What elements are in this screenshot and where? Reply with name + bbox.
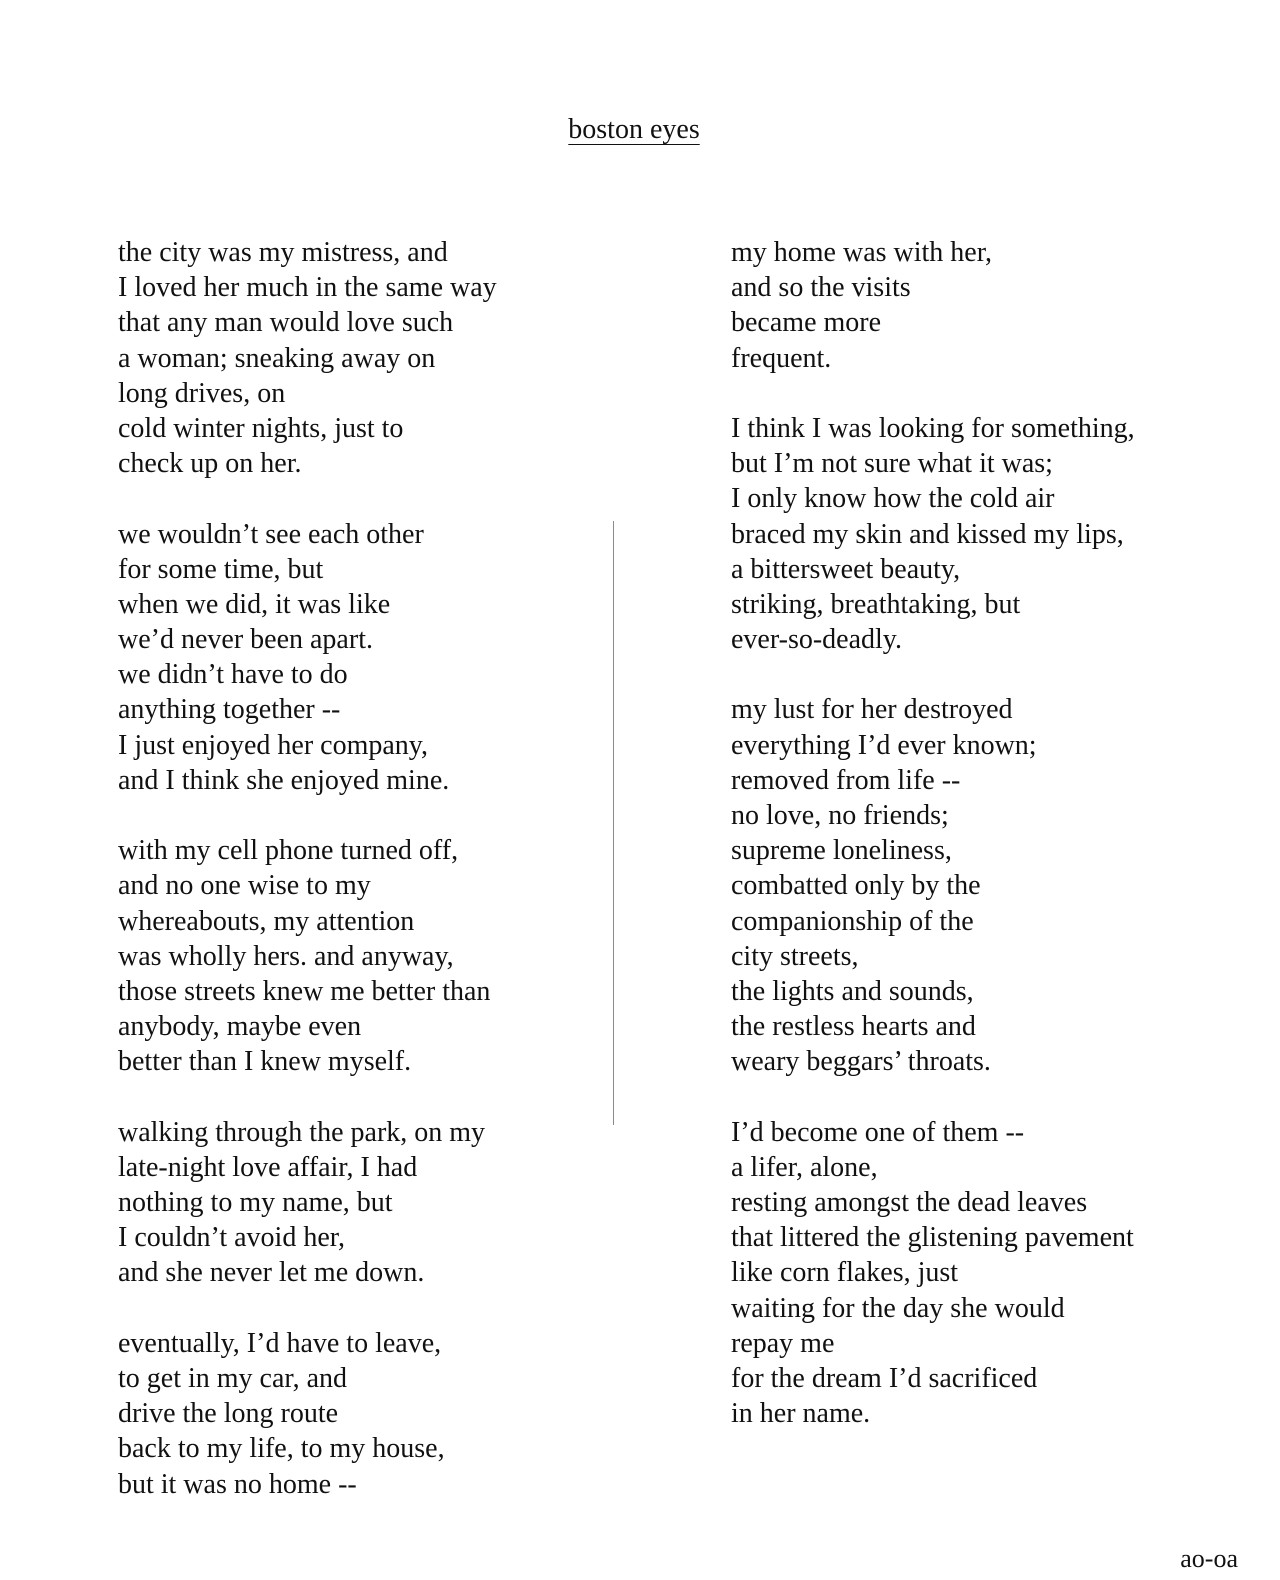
poem-line: was wholly hers. and anyway, — [118, 940, 454, 972]
poem-line: better than I knew myself. — [118, 1046, 412, 1078]
poem-line: we’d never been apart. — [118, 624, 373, 656]
poem-line: waiting for the day she would — [731, 1292, 1065, 1324]
stanza — [118, 1115, 497, 1291]
poem-line: removed from life -- — [731, 764, 961, 796]
right-column — [731, 235, 1135, 1467]
poem-line: but it was no home -- — [118, 1468, 357, 1500]
poem-line: check up on her. — [118, 448, 302, 480]
poem-line: a lifer, alone, — [731, 1151, 878, 1183]
poem-line: whereabouts, my attention — [118, 905, 415, 937]
poem-line: nothing to my name, but — [118, 1187, 393, 1219]
stanza — [731, 1115, 1135, 1432]
poem-line: long drives, on — [118, 377, 286, 409]
poem-line: supreme loneliness, — [731, 835, 952, 867]
poem-line: back to my life, to my house, — [118, 1433, 445, 1465]
poem-title: boston eyes — [568, 114, 700, 145]
stanza — [731, 235, 1135, 376]
poem-line: I’d become one of them -- — [731, 1116, 1025, 1148]
poem-line: the city was my mistress, and — [118, 237, 448, 268]
poem-line: and so the visits — [731, 272, 911, 304]
poem-line: a bittersweet beauty, — [731, 553, 961, 585]
poem-line: that littered the glistening pavement — [731, 1222, 1134, 1254]
column-divider — [613, 521, 614, 1125]
poem-line: weary beggars’ throats. — [731, 1046, 991, 1078]
poem-line: my home was with her, — [731, 237, 992, 268]
poem-line: striking, breathtaking, but — [731, 588, 1021, 620]
poem-line: braced my skin and kissed my lips, — [731, 518, 1124, 550]
poem-line: my lust for her destroyed — [731, 694, 1013, 726]
poem-line: I loved her much in the same way — [118, 272, 497, 304]
poem-line: with my cell phone turned off, — [118, 835, 459, 867]
poem-line: but I’m not sure what it was; — [731, 448, 1053, 480]
poem-line: those streets knew me better than — [118, 975, 491, 1007]
poem-line: anybody, maybe even — [118, 1011, 362, 1043]
poem-line: anything together -- — [118, 694, 341, 726]
poem-line: that any man would love such — [118, 307, 454, 339]
poem-line: in her name. — [731, 1398, 871, 1430]
poem-line: I think I was looking for something, — [731, 412, 1135, 444]
poem-line: no love, no friends; — [731, 800, 949, 831]
poem-line: to get in my car, and — [118, 1363, 348, 1394]
stanza — [118, 517, 497, 799]
poem-line: for some time, but — [118, 553, 324, 585]
poem-line: and no one wise to my — [118, 870, 371, 902]
poem-line: I only know how the cold air — [731, 483, 1055, 515]
poem-line: we wouldn’t see each other — [118, 518, 424, 550]
poem-line: became more — [731, 307, 882, 339]
poem-line: and I think she enjoyed mine. — [118, 764, 450, 796]
poem-line: combatted only by the — [731, 870, 981, 902]
poem-line: everything I’d ever known; — [731, 729, 1037, 761]
stanza — [731, 411, 1135, 657]
stanza — [731, 692, 1135, 1079]
poem-line: I just enjoyed her company, — [118, 729, 428, 761]
poem-line: when we did, it was like — [118, 588, 391, 620]
poem-line: repay me — [731, 1327, 835, 1359]
poem-line: cold winter nights, just to — [118, 412, 404, 444]
poem-line: ever-so-deadly. — [731, 624, 902, 656]
poem-line: walking through the park, on my — [118, 1116, 486, 1148]
stanza — [118, 235, 497, 481]
poem-line: I couldn’t avoid her, — [118, 1222, 345, 1254]
stanza — [118, 1326, 497, 1502]
poem-line: for the dream I’d sacrificed — [731, 1363, 1038, 1394]
poem-line: frequent. — [731, 342, 832, 374]
poem-line: city streets, — [731, 940, 859, 972]
author-signature: ao-oa — [1180, 1544, 1238, 1573]
poem-line: the restless hearts and — [731, 1011, 976, 1043]
poem-line: and she never let me down. — [118, 1257, 425, 1289]
poem-line: drive the long route — [118, 1398, 339, 1430]
stanza — [118, 833, 497, 1079]
poem-line: companionship of the — [731, 905, 974, 937]
left-column — [118, 235, 497, 1537]
poem-line: we didn’t have to do — [118, 659, 348, 691]
poem-line: a woman; sneaking away on — [118, 342, 436, 374]
poem-line: resting amongst the dead leaves — [731, 1187, 1088, 1219]
poem-line: the lights and sounds, — [731, 975, 974, 1007]
poem-line: late-night love affair, I had — [118, 1151, 418, 1183]
poem-line: eventually, I’d have to leave, — [118, 1327, 442, 1359]
poem-line: like corn flakes, just — [731, 1257, 959, 1289]
